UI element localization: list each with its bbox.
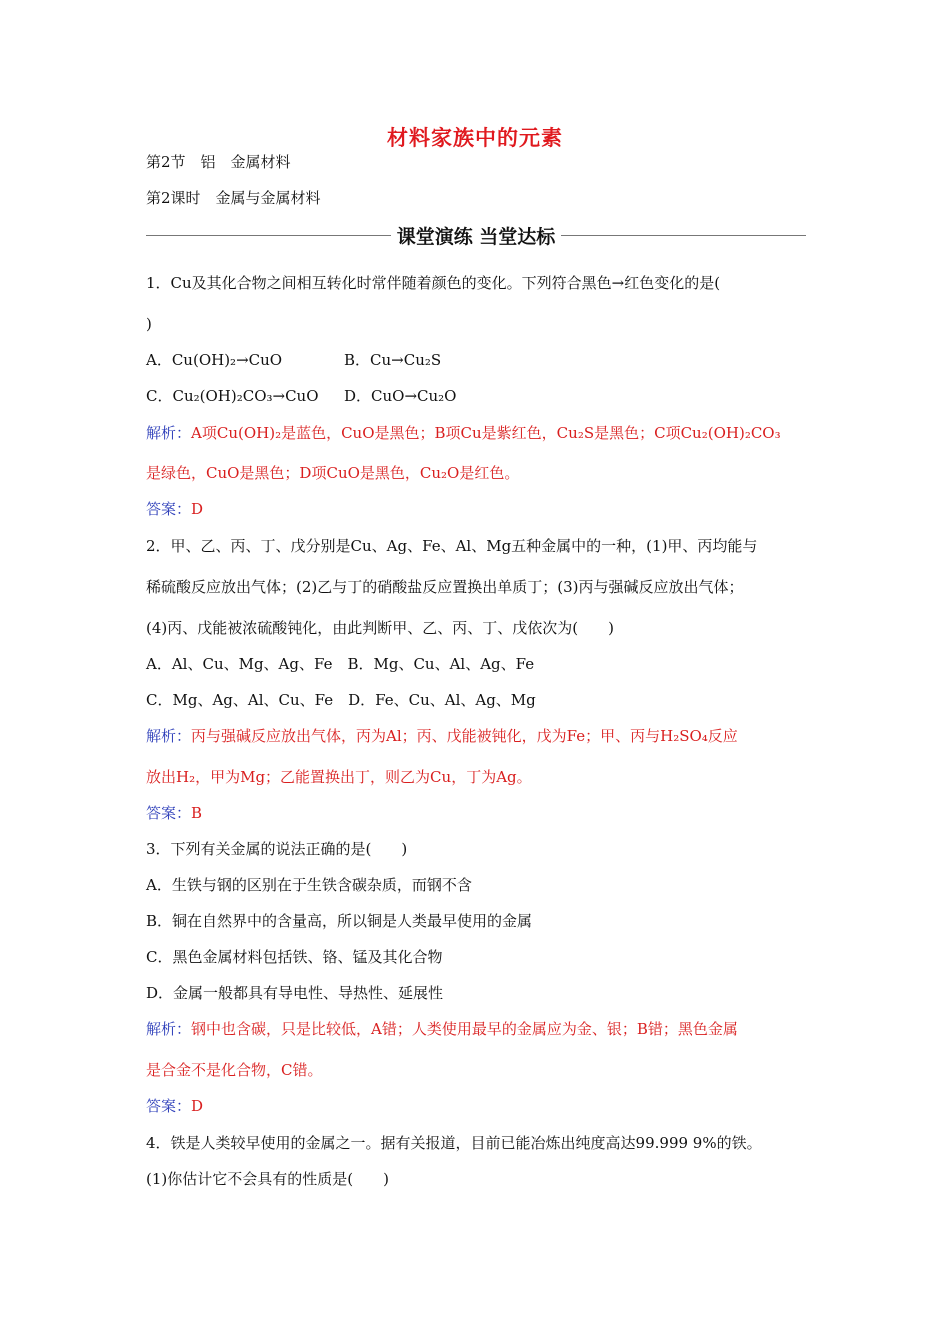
q4-stem: 4．铁是人类较早使用的金属之一。据有关报道，目前已能冶炼出纯度高达99.999 9%的铁。 — [146, 1134, 762, 1152]
q3-option-b: B．铜在自然界中的含量高，所以铜是人类最早使用的金属 — [146, 912, 533, 930]
q1-analysis-text1: A项Cu(OH)₂是蓝色，CuO是黑色；B项Cu是紫红色，Cu₂S是黑色；C项Cu₂(OH)₂CO₃ — [191, 424, 781, 442]
q3-answer-value: D — [191, 1097, 204, 1115]
q3-analysis-label: 解析： — [146, 1020, 192, 1038]
q3-analysis-text1: 钢中也含碳，只是比较低，A错；人类使用最早的金属应为金、银；B错；黑色金属 — [191, 1020, 738, 1038]
q1-answer-label: 答案： — [146, 500, 192, 518]
q3-answer — [146, 1096, 203, 1116]
q3-option-d: D．金属一般都具有导电性、导热性、延展性 — [146, 984, 444, 1002]
banner-text: 课堂演练 当堂达标 — [396, 225, 556, 248]
q2-options-ab: A．Al、Cu、Mg、Ag、Fe B．Mg、Cu、Al、Ag、Fe — [146, 655, 535, 673]
q2-answer-value: B — [191, 804, 203, 822]
q2-analysis-line2: 放出H₂，甲为Mg；乙能置换出丁，则乙为Cu，丁为Ag。 — [146, 768, 532, 786]
q3-analysis-line2: 是合金不是化合物，C错。 — [146, 1061, 323, 1079]
q2-answer — [146, 803, 202, 823]
lesson-heading: 第2课时 金属与金属材料 — [146, 189, 321, 207]
q3-option-a: A．生铁与钢的区别在于生铁含碳杂质，而钢不含 — [146, 876, 472, 894]
q1-option-d: D．CuO→Cu₂O — [344, 387, 457, 405]
q1-answer-value: D — [191, 500, 204, 518]
q1-analysis-label: 解析： — [146, 424, 192, 442]
section-banner — [146, 222, 806, 248]
q2-answer-label: 答案： — [146, 804, 192, 822]
section-heading: 第2节 铝 金属材料 — [146, 153, 291, 171]
q2-analysis-text1: 丙与强碱反应放出气体，丙为Al；丙、戊能被钝化，戊为Fe；甲、丙与H₂SO₄反应 — [191, 727, 738, 745]
q3-option-c: C．黑色金属材料包括铁、铬、锰及其化合物 — [146, 948, 443, 966]
q1-option-a: A．Cu(OH)₂→CuO — [146, 351, 283, 369]
q1-analysis-line1 — [146, 423, 781, 443]
q2-stem-line2: 稀硫酸反应放出气体；(2)乙与丁的硝酸盐反应置换出单质丁；(3)丙与强碱反应放出气体； — [146, 578, 744, 596]
q2-analysis-line1 — [146, 726, 738, 746]
q1-option-c: C．Cu₂(OH)₂CO₃→CuO — [146, 387, 319, 405]
q1-analysis-line2: 是绿色，CuO是黑色；D项CuO是黑色，Cu₂O是红色。 — [146, 464, 520, 482]
document-title: 材料家族中的元素 — [387, 125, 563, 150]
q1-option-b: B．Cu→Cu₂S — [344, 351, 442, 369]
q4-subquestion-1: (1)你估计它不会具有的性质是( ) — [146, 1170, 389, 1188]
q2-stem-line3: (4)丙、戊能被浓硫酸钝化，由此判断甲、乙、丙、丁、戊依次为( ) — [146, 619, 614, 637]
q3-analysis-line1 — [146, 1019, 738, 1039]
banner-rule-left — [146, 235, 391, 236]
q1-stem-line2: ) — [146, 315, 152, 333]
q2-stem-line1: 2．甲、乙、丙、丁、戊分别是Cu、Ag、Fe、Al、Mg五种金属中的一种，(1)甲、丙均能与 — [146, 537, 758, 555]
q3-stem: 3．下列有关金属的说法正确的是( ) — [146, 840, 408, 858]
q2-analysis-label: 解析： — [146, 727, 192, 745]
q1-answer — [146, 499, 203, 519]
q1-stem-line1: 1．Cu及其化合物之间相互转化时常伴随着颜色的变化。下列符合黑色→红色变化的是( — [146, 274, 721, 292]
q3-answer-label: 答案： — [146, 1097, 192, 1115]
q2-options-cd: C．Mg、Ag、Al、Cu、Fe D．Fe、Cu、Al、Ag、Mg — [146, 691, 536, 709]
banner-rule-right — [561, 235, 806, 236]
